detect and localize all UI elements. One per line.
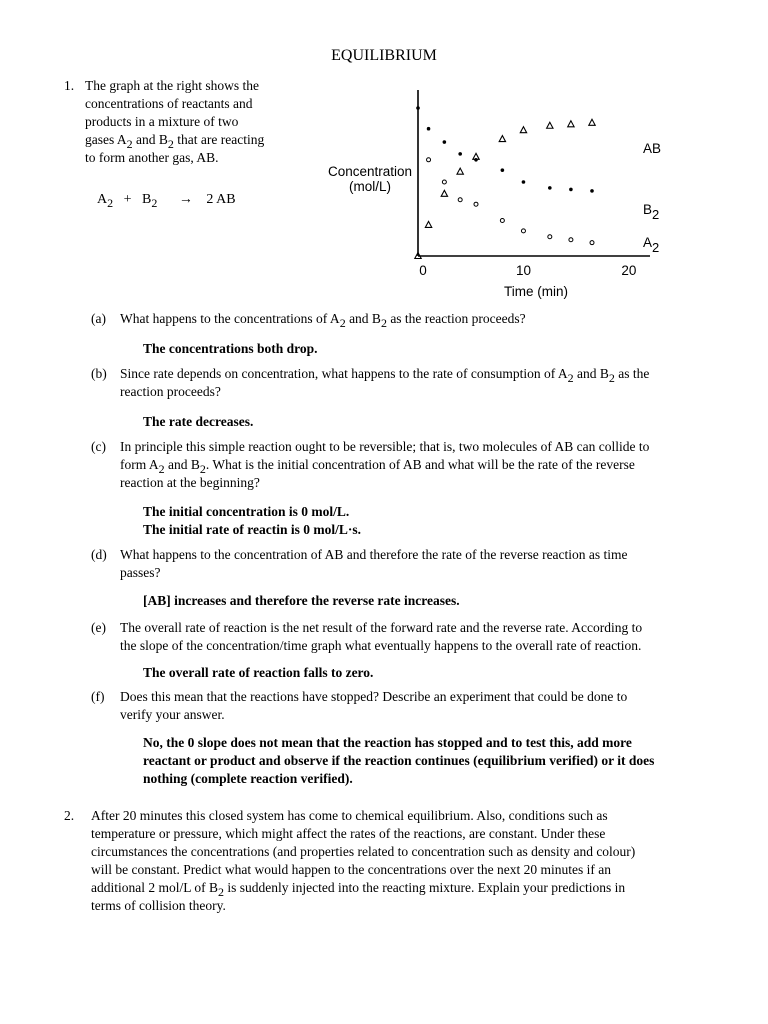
part-answer: The initial concentration is 0 mol/L. The initial rate of reactin is 0 mol/L·s. bbox=[143, 504, 361, 537]
data-point-ab bbox=[441, 190, 447, 196]
data-point-a2 bbox=[548, 235, 552, 239]
data-point-ab bbox=[425, 221, 431, 227]
data-point-b2 bbox=[443, 140, 447, 144]
part-question: The overall rate of reaction is the net result of the forward rate and the reverse rate. According to the slope of the concentration/time graph what eventually happens to the overall rate of reaction. bbox=[120, 620, 643, 653]
part-label: (f) bbox=[91, 689, 105, 704]
x-tick-label: 10 bbox=[515, 263, 531, 278]
data-point-b2 bbox=[501, 168, 505, 172]
data-point-ab bbox=[589, 119, 595, 125]
part-question: What happens to the concentration of AB and therefore the rate of the reverse reaction as time passes? bbox=[120, 547, 628, 580]
part-label: (a) bbox=[91, 311, 106, 326]
series-label-a2: A2 bbox=[643, 235, 660, 255]
data-point-b2 bbox=[458, 152, 462, 156]
part-question: Since rate depends on concentration, what happens to the rate of consumption of A2 and B2 as the reaction proceeds? bbox=[120, 366, 650, 399]
data-point-ab bbox=[547, 122, 553, 128]
question-1-number: 1. bbox=[64, 78, 75, 93]
data-point-a2 bbox=[458, 198, 462, 202]
x-tick-label: 0 bbox=[419, 263, 427, 278]
data-point-b2 bbox=[427, 127, 431, 131]
data-point-a2 bbox=[521, 229, 525, 233]
part-label: (c) bbox=[91, 439, 106, 454]
reaction-arrow: → bbox=[178, 192, 193, 207]
data-point-b2 bbox=[474, 158, 478, 162]
question-1-intro: The graph at the right shows the concentrations of reactants and products in a mixture of two gases A2 and B2 that are reacting to form another gas, AB. bbox=[85, 78, 265, 165]
data-point-ab bbox=[457, 168, 463, 174]
data-point-b2 bbox=[569, 188, 573, 192]
data-point-a2 bbox=[442, 180, 446, 184]
series-label-b2: B2 bbox=[643, 202, 660, 222]
part-question: What happens to the concentrations of A2 and B2 as the reaction proceeds? bbox=[120, 311, 526, 330]
x-tick-label: 20 bbox=[621, 263, 637, 278]
y-axis-label-line-1: Concentration bbox=[327, 164, 413, 179]
series-label-ab: AB bbox=[643, 141, 662, 156]
question-2-text: After 20 minutes this closed system has come to chemical equilibrium. Also, conditions such as temperature or pressure, which might affect the rates of the reactions, are constant. Under these circumstances the concentrations (and properties related to concentration such as density and colour) will be constant. Predict what would happen to the concentrations over the next 20 minutes if an additional 2 mol/L of B2 is suddenly injected into the reacting mixture. Explain your predictions in terms of collision theory. bbox=[91, 808, 636, 913]
data-point-a2 bbox=[427, 158, 431, 162]
concentration-time-chart bbox=[300, 80, 690, 305]
part-question: Does this mean that the reactions have stopped? Describe an experiment that could be done to verify your answer. bbox=[120, 689, 628, 722]
part-answer: [AB] increases and therefore the reverse rate increases. bbox=[143, 593, 460, 608]
data-point-a2 bbox=[569, 238, 573, 242]
part-question: In principle this simple reaction ought to be reversible; that is, two molecules of AB can collide to form A2 and B2. What is the initial concentration of AB and what will be the rate of the reverse reaction at the beginning? bbox=[120, 439, 650, 490]
data-point-b2 bbox=[416, 106, 420, 110]
data-point-ab bbox=[520, 127, 526, 133]
data-point-a2 bbox=[500, 218, 504, 222]
data-point-a2 bbox=[590, 241, 594, 245]
data-point-b2 bbox=[548, 186, 552, 190]
y-axis-label-line-2: (mol/L) bbox=[348, 179, 392, 194]
data-point-a2 bbox=[474, 202, 478, 206]
data-point-ab bbox=[499, 136, 505, 142]
part-label: (b) bbox=[91, 366, 107, 381]
data-point-ab bbox=[568, 121, 574, 127]
part-answer: The rate decreases. bbox=[143, 414, 254, 429]
page-title: EQUILIBRIUM bbox=[331, 47, 437, 64]
part-answer: No, the 0 slope does not mean that the reaction has stopped and to test this, add more reactant or product and observe if the reaction continues (equilibrium verified) or it does nothing (complete reaction verified). bbox=[143, 735, 655, 786]
question-2-number: 2. bbox=[64, 808, 75, 823]
x-axis-label: Time (min) bbox=[504, 284, 568, 299]
data-point-b2 bbox=[522, 180, 526, 184]
part-label: (e) bbox=[91, 620, 106, 635]
part-answer: The concentrations both drop. bbox=[143, 341, 318, 356]
part-answer: The overall rate of reaction falls to zero. bbox=[143, 665, 374, 680]
reaction-equation: A2 + B2 → 2 AB bbox=[97, 192, 236, 210]
part-label: (d) bbox=[91, 547, 107, 562]
data-point-b2 bbox=[590, 189, 594, 193]
